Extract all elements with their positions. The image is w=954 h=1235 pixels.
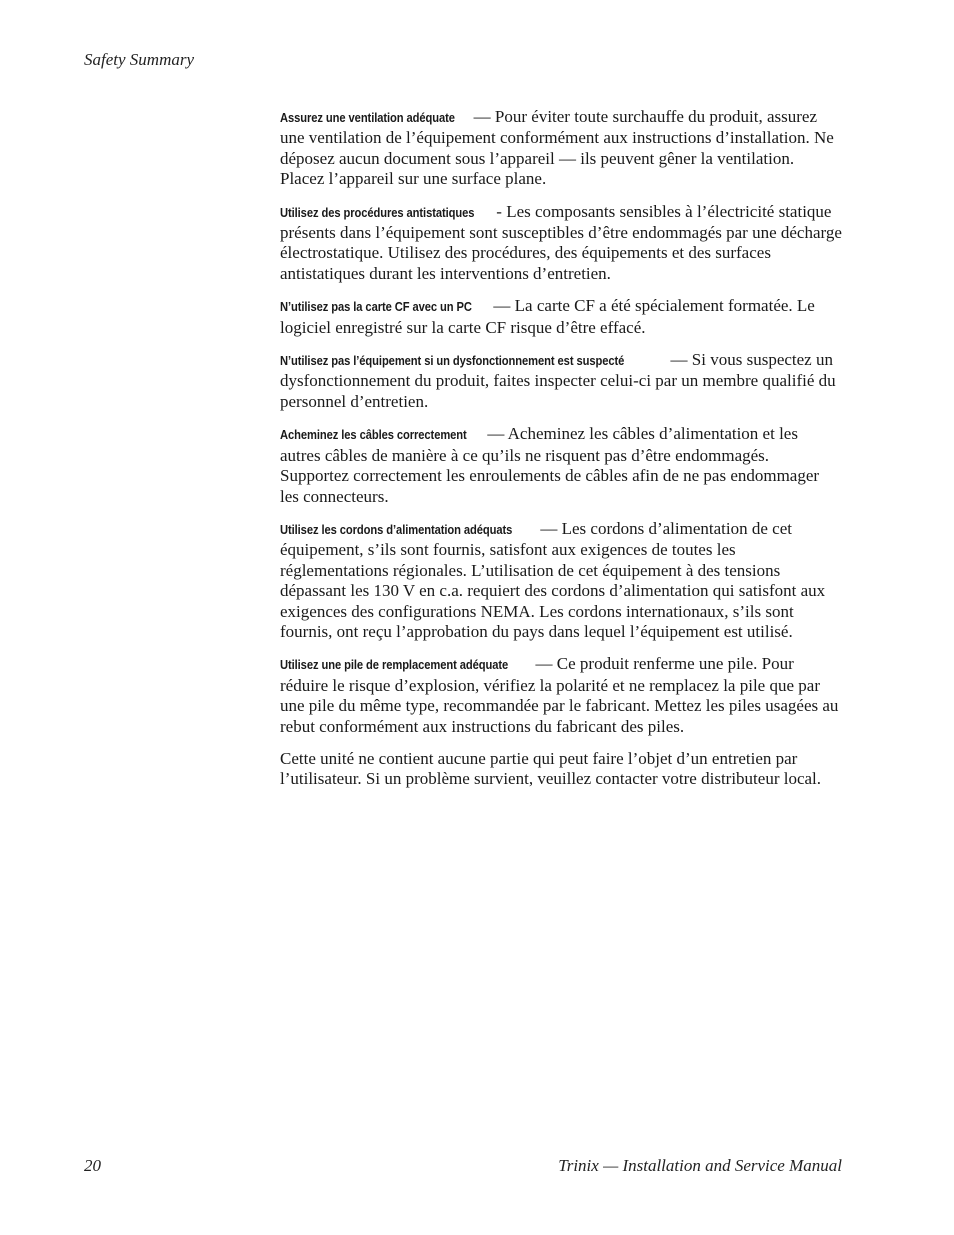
section-body: — Ce produit renferme une pile. Pour réduire le risque d’explosion, vérifiez la polarité et ne remplacez la pile que par une pile du même type, recommandée par le fabricant. Mettez les piles usagées au rebut conformément aux instructions du fabricant des piles. [280, 654, 839, 736]
section-lead: Acheminez les câbles correctement [280, 427, 467, 443]
section-body: - Les composants sensibles à l’électricité statique présents dans l’équipement sont susceptibles d’être endommagés par une décharge électrostatique. Utilisez des procédures, des équipements et des surfaces antistatiques durant les interventions d’entretien. [280, 201, 842, 283]
section-power-cords [280, 519, 842, 642]
section-battery [280, 654, 842, 737]
section-ventilation [280, 107, 842, 190]
section-lead: Assurez une ventilation adéquate [280, 110, 455, 125]
section-lead: N’utilisez pas l’équipement si un dysfonctionnement est suspecté [280, 353, 625, 369]
section-malfunction [280, 350, 842, 412]
section-body: — Acheminez les câbles d’alimentation et les autres câbles de manière à ce qu’ils ne risquent pas d’être endommagés. Supportez correctement les enroulements de câbles afin de ne pas endommager les connecteurs. [280, 424, 820, 506]
section-lead: Utilisez les cordons d’alimentation adéquats [280, 521, 513, 537]
section-body: — Les cordons d’alimentation de cet équipement, s’ils sont fournis, satisfont aux exigences de toutes les réglementations régionales. L’utilisation de cet équipement à des tensions dépassant les 130 V en c.a. requiert des cordons d’alimentation qui satisfont aux exigences des configurations NEMA. Les cordons internationaux, s’ils sont fournis, ont reçu l’approbation du pays dans lequel l’équipement est utilisé. [280, 518, 826, 641]
section-lead: Utilisez des procédures antistatiques [280, 204, 475, 220]
section-cf-card [280, 296, 842, 338]
section-body: — Si vous suspectez un dysfonctionnement du produit, faites inspecter celui-ci par un membre qualifié du personnel d’entretien. [280, 350, 836, 411]
section-lead: N’utilisez pas la carte CF avec un PC [280, 299, 472, 315]
section-cables [280, 424, 842, 507]
section-antistatic [280, 202, 842, 285]
section-body: — Pour éviter toute surchauffe du produit, assurez une ventilation de l’équipement conformément aux instructions d’installation. Ne déposez aucun document sous l’appareil — ils peuvent gêner la ventilation. Placez l’appareil sur une surface plane. [280, 107, 834, 189]
safety-content [280, 107, 842, 802]
page-number: 20 [84, 1156, 101, 1175]
closing-paragraph: Cette unité ne contient aucune partie qui peut faire l’objet d’un entretien par l’utilisateur. Si un problème survient, veuillez contacter votre distributeur local. [280, 748, 822, 789]
running-head: Safety Summary [84, 50, 195, 69]
section-lead: Utilisez une pile de remplacement adéquate [280, 657, 509, 673]
manual-title: Trinix — Installation and Service Manual [558, 1156, 842, 1175]
section-body: — La carte CF a été spécialement formatée. Le logiciel enregistré sur la carte CF risque d’être effacé. [280, 296, 815, 337]
